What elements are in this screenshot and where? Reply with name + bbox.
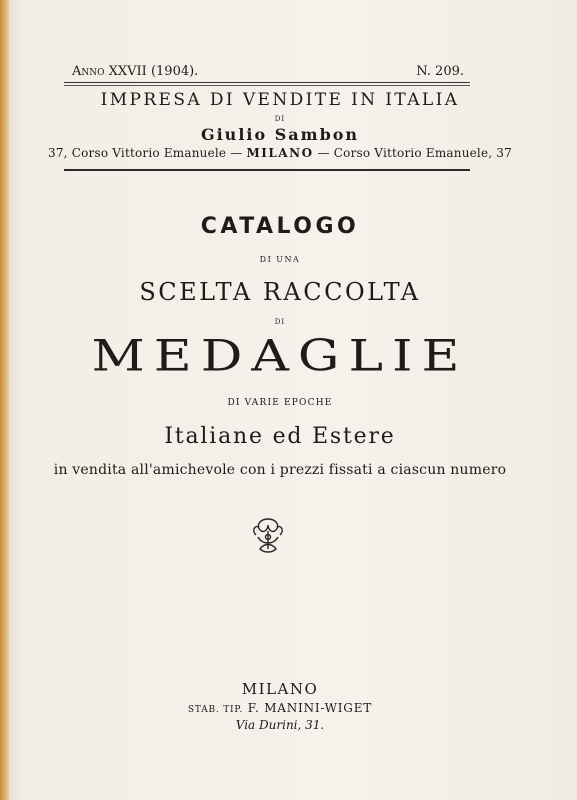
title-medaglie: MEDAGLIE: [91, 332, 469, 382]
header-line: [72, 64, 464, 80]
title-catalogo: CATALOGO: [200, 214, 360, 239]
publisher-address: [40, 146, 520, 160]
imprint-printer: [40, 701, 520, 715]
imprint-city: MILANO: [241, 680, 319, 698]
header-rule-double: [64, 85, 470, 86]
subtitle-vendita: in vendita all'amichevole con i prezzi fissati a ciascun numero: [53, 462, 507, 478]
monogram-ornament-icon: [250, 515, 286, 555]
publisher-company: IMPRESA DI VENDITE IN ITALIA: [100, 90, 460, 110]
subtitle-italiane-estere: Italiane ed Estere: [164, 424, 396, 449]
year-label: Anno XXVII (1904).: [72, 64, 199, 79]
connector-di-una: DI UNA: [259, 255, 301, 264]
subtitle-varie-epoche: DI VARIE EPOCHE: [227, 398, 333, 408]
spine-edge: [0, 0, 9, 800]
address-left: 37, Corso Vittorio Emanuele —: [48, 146, 243, 160]
address-city: MILANO: [246, 146, 314, 160]
imprint-printer-name: F. MANINI-WIGET: [247, 701, 373, 715]
issue-number: N. 209.: [416, 64, 464, 79]
title-scelta-raccolta: SCELTA RACCOLTA: [139, 278, 421, 306]
connector-di: DI: [274, 115, 286, 123]
imprint-street: Via Durini, 31.: [235, 718, 325, 732]
publisher-name: Giulio Sambon: [200, 125, 360, 144]
imprint-stab-prefix: STAB. TIP.: [187, 705, 244, 715]
connector-di-2: DI: [274, 318, 286, 326]
section-rule: [64, 169, 470, 171]
header-rule: [64, 82, 470, 83]
address-right: — Corso Vittorio Emanuele, 37: [317, 146, 512, 160]
